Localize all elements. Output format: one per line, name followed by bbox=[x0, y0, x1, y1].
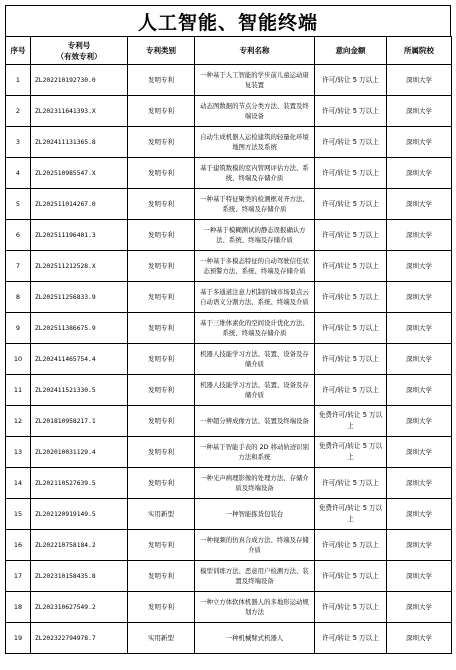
table-row bbox=[6, 592, 452, 623]
cell-type: 发明专利 bbox=[128, 127, 195, 158]
cell-type: 发明专利 bbox=[128, 530, 195, 561]
cell-patent-name: 基于多通道注意力机制的城市场景点云自动语义分割方法、系统、终端及介质 bbox=[195, 282, 315, 313]
header-amount: 意向金额 bbox=[315, 37, 387, 65]
cell-amount: 许可/转让 5 万以上 bbox=[315, 592, 387, 623]
cell-patent-no: ZL202411465754.4 bbox=[31, 344, 128, 375]
cell-school: 深圳大学 bbox=[387, 220, 452, 251]
cell-patent-no: ZL202510985547.X bbox=[31, 158, 128, 189]
cell-type: 发明专利 bbox=[128, 375, 195, 406]
cell-amount: 许可/转让 5 万以上 bbox=[315, 127, 387, 158]
header-school: 所属院校 bbox=[387, 37, 452, 65]
cell-patent-no: ZL202322794978.7 bbox=[31, 623, 128, 654]
cell-index: 4 bbox=[6, 158, 31, 189]
header-name: 专利名称 bbox=[195, 37, 315, 65]
cell-index: 17 bbox=[6, 561, 31, 592]
cell-school: 深圳大学 bbox=[387, 468, 452, 499]
cell-school: 深圳大学 bbox=[387, 282, 452, 313]
cell-amount: 许可/转让 5 万以上 bbox=[315, 251, 387, 282]
cell-amount: 许可/转让 5 万以上 bbox=[315, 220, 387, 251]
cell-patent-name: 一种智能拣货包装台 bbox=[195, 499, 315, 530]
cell-type: 发明专利 bbox=[128, 65, 195, 96]
header-patent-no-label: 专利号 bbox=[67, 40, 91, 50]
cell-amount: 许可/转让 5 万以上 bbox=[315, 561, 387, 592]
cell-amount: 免费许可/转让 5 万以上 bbox=[315, 406, 387, 437]
cell-school: 深圳大学 bbox=[387, 251, 452, 282]
cell-school: 深圳大学 bbox=[387, 592, 452, 623]
cell-patent-name: 一种立方体软体机器人的多地形运动规划方法 bbox=[195, 592, 315, 623]
cell-amount: 许可/转让 5 万以上 bbox=[315, 375, 387, 406]
page-title: 人工智能、智能终端 bbox=[5, 5, 451, 36]
cell-amount: 许可/转让 5 万以上 bbox=[315, 96, 387, 127]
header-type: 专利类别 bbox=[128, 37, 195, 65]
cell-patent-no: ZL202110527639.5 bbox=[31, 468, 128, 499]
cell-index: 18 bbox=[6, 592, 31, 623]
cell-patent-name: 一种基于特征聚类的检测框对齐方法、系统、终端及存储介质 bbox=[195, 189, 315, 220]
cell-type: 发明专利 bbox=[128, 406, 195, 437]
cell-school: 深圳大学 bbox=[387, 65, 452, 96]
table-row bbox=[6, 468, 452, 499]
table-row bbox=[6, 158, 452, 189]
cell-school: 深圳大学 bbox=[387, 623, 452, 654]
cell-index: 10 bbox=[6, 344, 31, 375]
patent-table bbox=[5, 36, 452, 654]
cell-patent-no: ZL202310158435.8 bbox=[31, 561, 128, 592]
cell-type: 发明专利 bbox=[128, 561, 195, 592]
cell-school: 深圳大学 bbox=[387, 96, 452, 127]
cell-index: 15 bbox=[6, 499, 31, 530]
cell-patent-name: 模型训练方法、恶意用户检测方法、装置及终端设备 bbox=[195, 561, 315, 592]
cell-index: 3 bbox=[6, 127, 31, 158]
table-row bbox=[6, 65, 452, 96]
cell-index: 7 bbox=[6, 251, 31, 282]
cell-school: 深圳大学 bbox=[387, 344, 452, 375]
cell-patent-name: 一种视频的仿真合成方法、终端及存储介质 bbox=[195, 530, 315, 561]
cell-school: 深圳大学 bbox=[387, 499, 452, 530]
table-row bbox=[6, 96, 452, 127]
cell-patent-name: 一种基于智能手表的 2D 移动轨迹识别方法和系统 bbox=[195, 437, 315, 468]
cell-amount: 许可/转让 5 万以上 bbox=[315, 623, 387, 654]
cell-index: 13 bbox=[6, 437, 31, 468]
cell-index: 14 bbox=[6, 468, 31, 499]
cell-patent-no: ZL202010031129.4 bbox=[31, 437, 128, 468]
cell-school: 深圳大学 bbox=[387, 561, 452, 592]
table-row bbox=[6, 406, 452, 437]
table-row bbox=[6, 220, 452, 251]
cell-amount: 许可/转让 5 万以上 bbox=[315, 313, 387, 344]
cell-amount: 许可/转让 5 万以上 bbox=[315, 65, 387, 96]
cell-school: 深圳大学 bbox=[387, 530, 452, 561]
cell-school: 深圳大学 bbox=[387, 313, 452, 344]
cell-patent-no: ZL202411131365.8 bbox=[31, 127, 128, 158]
cell-patent-name: 一种超分辨成像方法、装置及终端设备 bbox=[195, 406, 315, 437]
cell-school: 深圳大学 bbox=[387, 127, 452, 158]
cell-amount: 免费许可/转让 5 万以上 bbox=[315, 499, 387, 530]
cell-type: 发明专利 bbox=[128, 437, 195, 468]
cell-index: 12 bbox=[6, 406, 31, 437]
table-header-row bbox=[6, 37, 452, 65]
cell-patent-name: 一种基于模糊测试的静态误报确认方法、系统、终端及存储介质 bbox=[195, 220, 315, 251]
cell-patent-name: 机器人技能学习方法、装置、设备及存储介质 bbox=[195, 375, 315, 406]
table-row bbox=[6, 437, 452, 468]
cell-type: 发明专利 bbox=[128, 189, 195, 220]
cell-type: 实用新型 bbox=[128, 623, 195, 654]
cell-patent-no: ZL202511256833.9 bbox=[31, 282, 128, 313]
table-row bbox=[6, 375, 452, 406]
cell-index: 19 bbox=[6, 623, 31, 654]
cell-patent-no: ZL202511014267.0 bbox=[31, 189, 128, 220]
table-body bbox=[6, 65, 452, 654]
table-row bbox=[6, 313, 452, 344]
table-row bbox=[6, 499, 452, 530]
cell-type: 发明专利 bbox=[128, 344, 195, 375]
table-row bbox=[6, 282, 452, 313]
cell-patent-no: ZL202210192730.0 bbox=[31, 65, 128, 96]
cell-patent-name: 基于三维体素化的空间设计优化方法、系统、终端及存储介质 bbox=[195, 313, 315, 344]
cell-amount: 免费许可/转让 5 万以上 bbox=[315, 437, 387, 468]
header-patent-no bbox=[31, 37, 128, 65]
cell-amount: 许可/转让 5 万以上 bbox=[315, 158, 387, 189]
table-row bbox=[6, 251, 452, 282]
cell-index: 11 bbox=[6, 375, 31, 406]
cell-index: 9 bbox=[6, 313, 31, 344]
cell-amount: 许可/转让 5 万以上 bbox=[315, 189, 387, 220]
patent-sheet bbox=[5, 5, 451, 654]
cell-patent-no: ZL202511196401.3 bbox=[31, 220, 128, 251]
cell-type: 发明专利 bbox=[128, 220, 195, 251]
cell-index: 6 bbox=[6, 220, 31, 251]
cell-amount: 许可/转让 5 万以上 bbox=[315, 530, 387, 561]
cell-patent-no: ZL202411521330.5 bbox=[31, 375, 128, 406]
table-row bbox=[6, 127, 452, 158]
table-row bbox=[6, 561, 452, 592]
cell-type: 发明专利 bbox=[128, 96, 195, 127]
cell-patent-name: 一种基于人工智能的学步前儿童运动康复装置 bbox=[195, 65, 315, 96]
table-row bbox=[6, 344, 452, 375]
cell-type: 发明专利 bbox=[128, 282, 195, 313]
cell-index: 5 bbox=[6, 189, 31, 220]
cell-type: 发明专利 bbox=[128, 592, 195, 623]
cell-patent-name: 动态图数据的节点分类方法、装置及终端设备 bbox=[195, 96, 315, 127]
cell-index: 2 bbox=[6, 96, 31, 127]
cell-patent-name: 一种基于多模态特征的自动驾驶信任状态预警方法、系统、终端及存储介质 bbox=[195, 251, 315, 282]
table-row bbox=[6, 623, 452, 654]
cell-patent-name: 机器人技能学习方法、装置、设备及存储介质 bbox=[195, 344, 315, 375]
cell-type: 发明专利 bbox=[128, 313, 195, 344]
cell-index: 8 bbox=[6, 282, 31, 313]
cell-index: 16 bbox=[6, 530, 31, 561]
header-patent-no-sublabel: （有效专利） bbox=[56, 51, 102, 61]
cell-type: 实用新型 bbox=[128, 499, 195, 530]
cell-index: 1 bbox=[6, 65, 31, 96]
cell-type: 发明专利 bbox=[128, 158, 195, 189]
cell-school: 深圳大学 bbox=[387, 437, 452, 468]
cell-patent-name: 一种机械臂式机器人 bbox=[195, 623, 315, 654]
cell-patent-no: ZL202310627549.2 bbox=[31, 592, 128, 623]
cell-school: 深圳大学 bbox=[387, 158, 452, 189]
cell-type: 发明专利 bbox=[128, 468, 195, 499]
cell-patent-no: ZL202120919149.5 bbox=[31, 499, 128, 530]
cell-type: 发明专利 bbox=[128, 251, 195, 282]
cell-patent-no: ZL202210758184.2 bbox=[31, 530, 128, 561]
cell-school: 深圳大学 bbox=[387, 375, 452, 406]
cell-patent-no: ZL201810958217.1 bbox=[31, 406, 128, 437]
table-row bbox=[6, 530, 452, 561]
cell-patent-name: 基于建筑数模的室内管网评估方法、系统、终端及存储介质 bbox=[195, 158, 315, 189]
table-row bbox=[6, 189, 452, 220]
cell-amount: 许可/转让 5 万以上 bbox=[315, 344, 387, 375]
cell-patent-no: ZL202511212528.X bbox=[31, 251, 128, 282]
cell-patent-name: 自动生成机器人运检建筑的轻量化环境地图方法及系统 bbox=[195, 127, 315, 158]
cell-school: 深圳大学 bbox=[387, 406, 452, 437]
cell-patent-no: ZL202511386675.9 bbox=[31, 313, 128, 344]
cell-patent-no: ZL202311641393.X bbox=[31, 96, 128, 127]
cell-school: 深圳大学 bbox=[387, 189, 452, 220]
cell-amount: 许可/转让 5 万以上 bbox=[315, 468, 387, 499]
header-index: 序号 bbox=[6, 37, 31, 65]
cell-patent-name: 一种光声病理影像的处理方法、存储介质及终端设备 bbox=[195, 468, 315, 499]
cell-amount: 许可/转让 5 万以上 bbox=[315, 282, 387, 313]
